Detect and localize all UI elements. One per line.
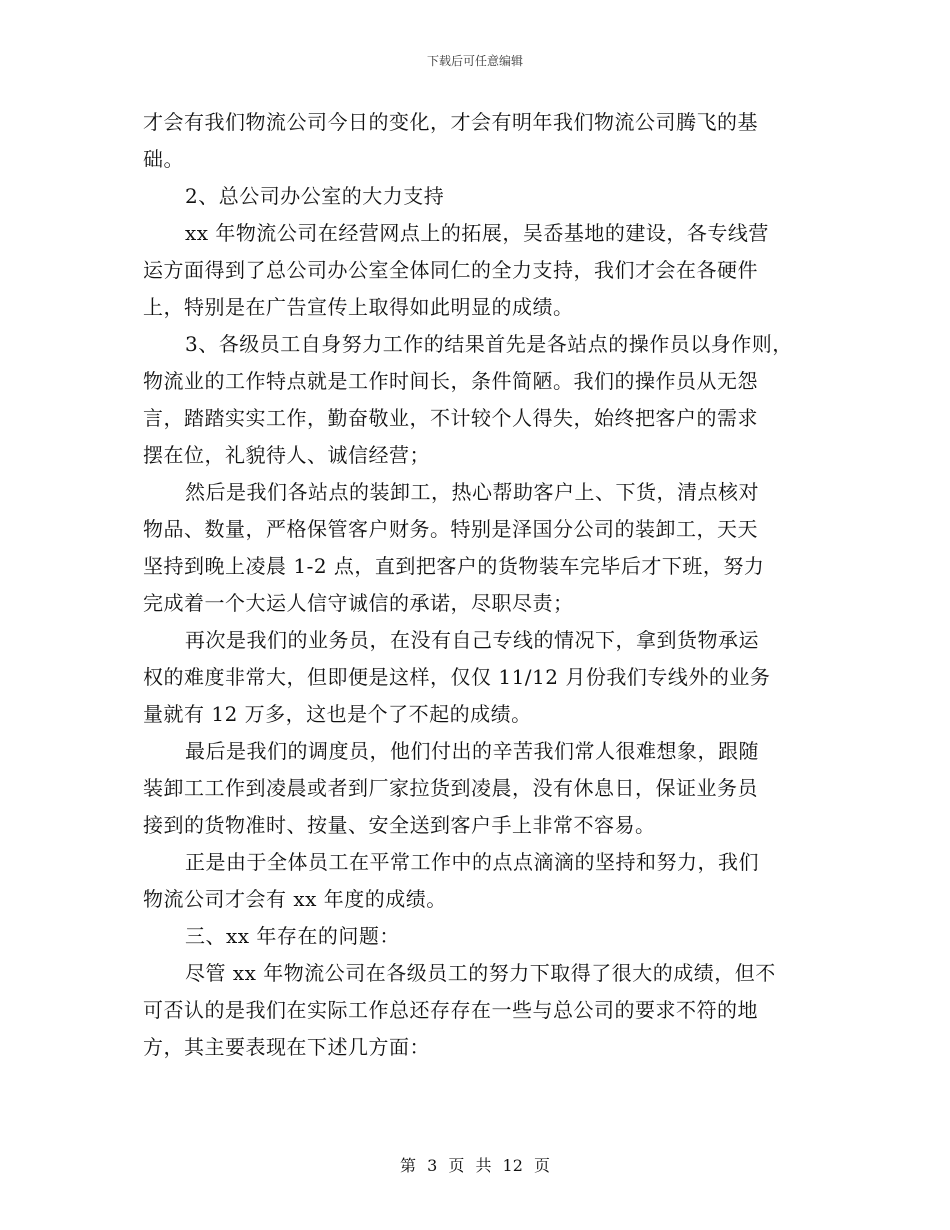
body-line: 装卸工工作到凌晨或者到厂家拉货到凌晨，没有休息日，保证业务员 [143,776,758,800]
body-line: 物流业的工作特点就是工作时间长，条件简陋。我们的操作员从无怨 [143,369,758,393]
body-line: 摆在位，礼貌待人、诚信经营； [143,443,430,467]
body-line: 上，特别是在广告宣传上取得如此明显的成绩。 [143,295,574,319]
body-line: 然后是我们各站点的装卸工，热心帮助客户上、下货，清点核对 [185,480,759,504]
body-line: 才会有我们物流公司今日的变化，才会有明年我们物流公司腾飞的基 [143,110,758,134]
document-body [143,104,808,1066]
body-line: 最后是我们的调度员，他们付出的辛苦我们常人很难想象，跟随 [185,739,759,763]
page-header: 下载后可任意编辑 [426,54,523,68]
section-heading: 三、xx 年存在的问题： [185,924,400,948]
body-line: 础。 [143,147,184,171]
section-heading: 2、总公司办公室的大力支持 [185,184,445,208]
body-line: 尽管 xx 年物流公司在各级员工的努力下取得了很大的成绩，但不 [185,961,776,985]
body-line: 正是由于全体员工在平常工作中的点点滴滴的坚持和努力，我们 [185,850,759,874]
body-line: 接到的货物准时、按量、安全送到客户手上非常不容易。 [143,813,656,837]
body-line: 方，其主要表现在下述几方面： [143,1035,430,1059]
body-line: 物流公司才会有 xx 年度的成绩。 [143,887,447,911]
body-line: 坚持到晚上凌晨 1-2 点，直到把客户的货物装车完毕后才下班，努力 [143,554,765,578]
body-line: xx 年物流公司在经营网点上的拓展，吴岙基地的建设，各专线营 [185,221,769,245]
body-line: 量就有 12 万多，这也是个了不起的成绩。 [143,702,532,726]
body-line: 完成着一个大运人信守诚信的承诺，尽职尽责； [143,591,574,615]
body-line: 物品、数量，严格保管客户财务。特别是泽国分公司的装卸工，天天 [143,517,758,541]
body-line: 权的难度非常大，但即便是这样，仅仅 11/12 月份我们专线外的业务 [143,665,771,689]
body-line: 运方面得到了总公司办公室全体同仁的全力支持，我们才会在各硬件 [143,258,758,282]
section-heading: 3、各级员工自身努力工作的结果首先是各站点的操作员以身作则， [185,332,793,356]
body-line: 可否认的是我们在实际工作总还存存在一些与总公司的要求不符的地 [143,998,758,1022]
body-line: 再次是我们的业务员，在没有自己专线的情况下，拿到货物承运 [185,628,759,652]
page-number: 第 3 页 共 12 页 [400,1156,550,1175]
body-line: 言，踏踏实实工作，勤奋敬业，不计较个人得失，始终把客户的需求 [143,406,758,430]
